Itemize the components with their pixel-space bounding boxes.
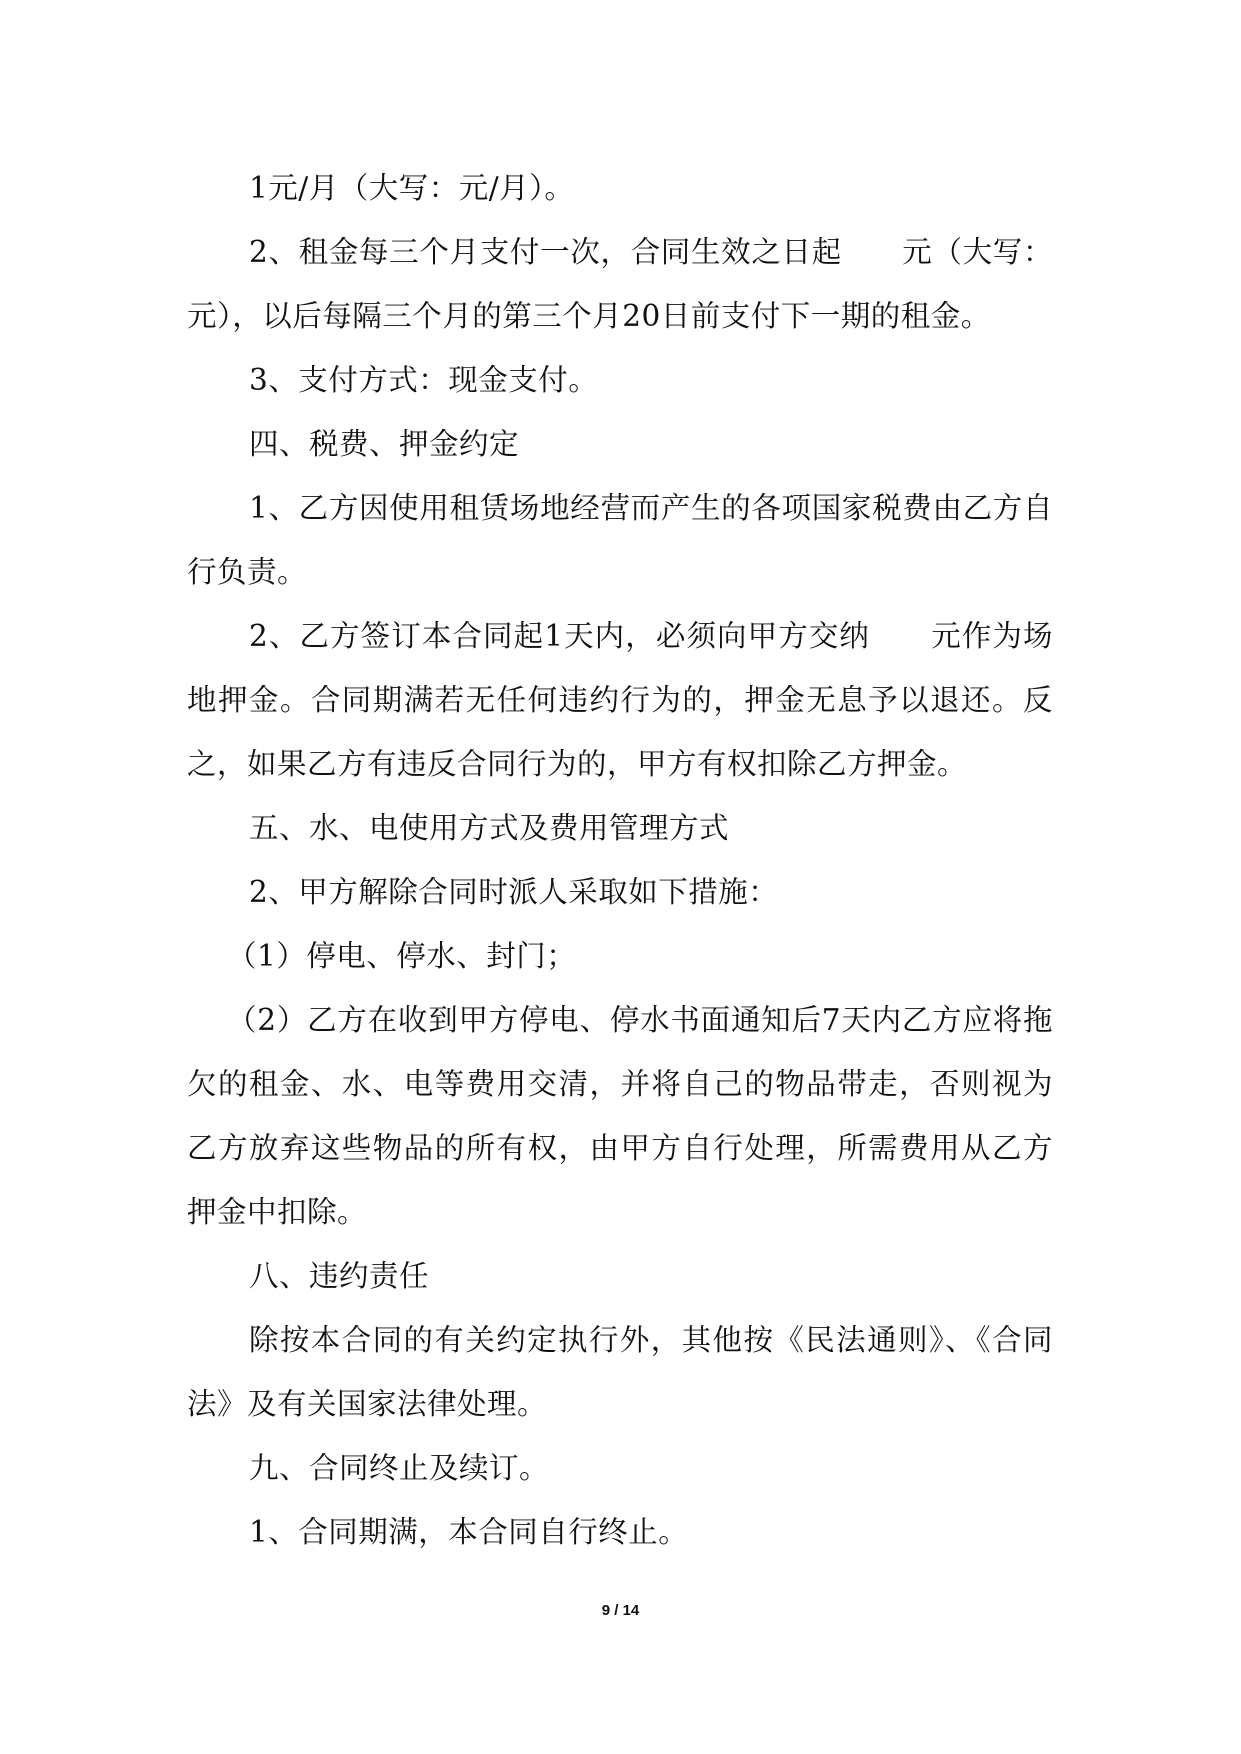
section-heading-termination-renewal: 九、合同终止及续订。 — [249, 1451, 550, 1485]
paragraph-deposit: 2、乙方签订本合同起1天内，必须向甲方交纳 元作为场地押金。合同期满若无任何违约行为的，押金无息予以退还。反之，如果乙方有违反合同行为的，甲方有权扣除乙方押金。 — [187, 619, 1053, 781]
paragraph-contract-expiry: 1、合同期满，本合同自行终止。 — [249, 1515, 689, 1549]
paragraph-tax-responsibility: 1、乙方因使用租赁场地经营而产生的各项国家税费由乙方自行负责。 — [187, 491, 1053, 589]
paragraph-termination-measures: 2、甲方解除合同时派人采取如下措施： — [249, 875, 779, 909]
paragraph-rent-rate: 1元/月（大写：元/月）。 — [249, 171, 575, 205]
page-number: 9 / 14 — [601, 1602, 640, 1619]
list-item-measure-1: （1）停电、停水、封门； — [227, 939, 577, 973]
section-heading-utilities: 五、水、电使用方式及费用管理方式 — [249, 811, 730, 845]
list-item-measure-2: （2）乙方在收到甲方停电、停水书面通知后7天内乙方应将拖欠的租金、水、电等费用交清，并将自己的物品带走，否则视为乙方放弃这些物品的所有权，由甲方自行处理，所需费用从乙方押金中扣除。 — [187, 1003, 1053, 1229]
paragraph-rent-payment-schedule: 2、租金每三个月支付一次，合同生效之日起 元（大写：元），以后每隔三个月的第三个月20日前支付下一期的租金。 — [187, 235, 1053, 333]
paragraph-payment-method: 3、支付方式：现金支付。 — [249, 363, 599, 397]
section-heading-tax-deposit: 四、税费、押金约定 — [249, 427, 520, 461]
paragraph-liability: 除按本合同的有关约定执行外，其他按《民法通则》、《合同法》及有关国家法律处理。 — [187, 1323, 1053, 1421]
section-heading-liability: 八、违约责任 — [249, 1259, 430, 1293]
document-body — [187, 156, 1053, 1564]
